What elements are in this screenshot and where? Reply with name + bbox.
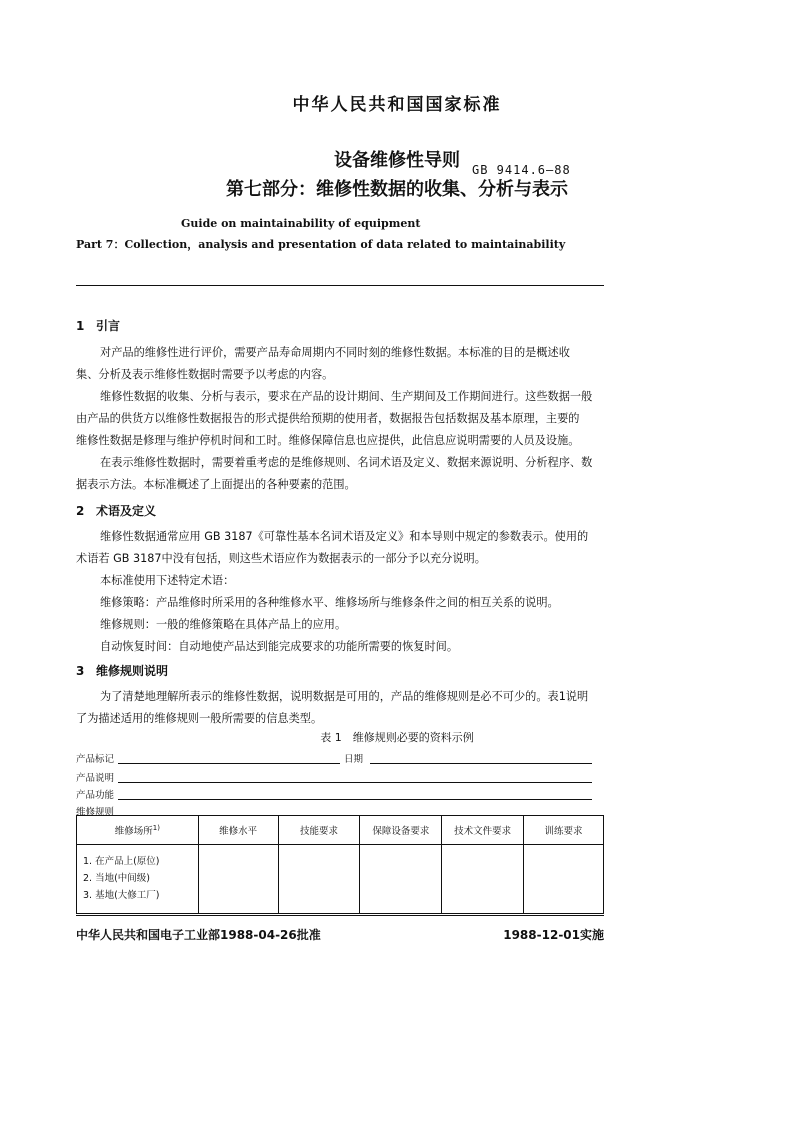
section-title: 术语及定义 [96,504,157,518]
column-header: 保障设备要求 [360,816,442,845]
site-item: 1. 在产品上(原位) [83,856,160,867]
document-title-line1: 设备维修性导则 [334,150,460,171]
paragraph: 维修规则：一般的维修策略在具体产品上的应用。 [100,618,347,631]
column-header: 技能要求 [278,816,360,845]
section-number: 1 [76,319,85,333]
section-title: 引言 [96,319,121,333]
table-cell [198,845,278,914]
implementation-date: 1988-12-01实施 [503,928,604,942]
section-3-heading [76,662,168,679]
column-header: 维修水平 [198,816,278,845]
paragraph: 自动恢复时间：自动地使产品达到能完成要求的功能所需要的恢复时间。 [100,640,459,653]
paragraph: 本标准使用下述特定术语： [100,574,235,587]
paragraph: 在表示维修性数据时，需要着重考虑的是维修规则、名词术语及定义、数据来源说明、分析程序、数 [100,456,593,469]
column-header: 技术文件要求 [442,816,524,845]
paragraph: 据表示方法。本标准概述了上面提出的各种要素的范围。 [76,478,356,491]
date-line [370,763,592,764]
section-number: 2 [76,504,85,518]
section-title: 维修规则说明 [96,664,169,678]
product-mark-label: 产品标记 [76,754,115,765]
paragraph: 为了清楚地理解所表示的维修性数据，说明数据是可用的，产品的维修规则是必不可少的。表1说明 [100,690,589,703]
table-cell [524,845,604,914]
paragraph: 由产品的供货方以维修性数据报告的形式提供给预期的使用者，数据报告包括数据及基本原理，主要的 [76,412,580,425]
section-number: 3 [76,664,85,678]
paragraph: 维修策略：产品维修时所采用的各种维修水平、维修场所与维修条件之间的相互关系的说明。 [100,596,559,609]
column-header-label: 维修场所 [114,826,153,837]
maintenance-rule-table [76,815,604,914]
product-mark-line [118,763,340,764]
column-header [77,816,199,845]
product-description-label: 产品说明 [76,773,115,784]
paragraph: 术语若 GB 3187中没有包括，则这些术语应作为数据表示的一部分予以充分说明。 [76,552,486,565]
site-item: 2. 当地(中间级) [83,873,150,884]
footer-rule [76,915,604,916]
maintenance-rule-label: 维修规则 [76,807,115,818]
paragraph: 集、分析及表示维修性数据时需要予以考虑的内容。 [76,368,334,381]
product-description-line [118,782,592,783]
paragraph: 维修性数据通常应用 GB 3187《可靠性基本名词术语及定义》和本导则中规定的参数表示。使用的 [100,530,589,543]
product-function-line [118,799,592,800]
paragraph: 了为描述适用的维修规则一般所需要的信息类型。 [76,712,323,725]
footnote-marker: 1) [152,823,160,832]
section-1-heading [76,317,120,334]
table-caption: 表 1 维修规则必要的资料示例 [320,731,474,744]
paragraph: 对产品的维修性进行评价，需要产品寿命周期内不同时刻的维修性数据。本标准的目的是概述收 [100,346,570,359]
standard-number: GB 9414.6—88 [472,163,571,177]
approval-text: 中华人民共和国电子工业部1988-04-26批准 [76,928,321,942]
product-function-label: 产品功能 [76,790,115,801]
table-header-row [77,816,604,845]
english-title-line2: Part 7：Collection，analysis and presentation of data related to maintainability [76,238,566,251]
table-row [77,845,604,914]
table-cell [278,845,360,914]
table-cell [360,845,442,914]
site-item: 3. 基地(大修工厂) [83,890,160,901]
date-label: 日期 [344,754,364,765]
english-title-line1: Guide on maintainability of equipment [181,217,421,230]
paragraph: 维修性数据的收集、分析与表示，要求在产品的设计期间、生产期间及工作期间进行。这些数据一般 [100,390,593,403]
header-rule [76,285,604,286]
paragraph: 维修性数据是修理与维护停机时间和工时。维修保障信息也应提供，此信息应说明需要的人员及设施。 [76,434,580,447]
column-header: 训练要求 [524,816,604,845]
section-2-heading [76,502,156,519]
document-title-line2: 第七部分：维修性数据的收集、分析与表示 [226,179,568,200]
site-list-cell [77,845,199,914]
table-cell [442,845,524,914]
national-standard-title: 中华人民共和国国家标准 [292,95,502,115]
